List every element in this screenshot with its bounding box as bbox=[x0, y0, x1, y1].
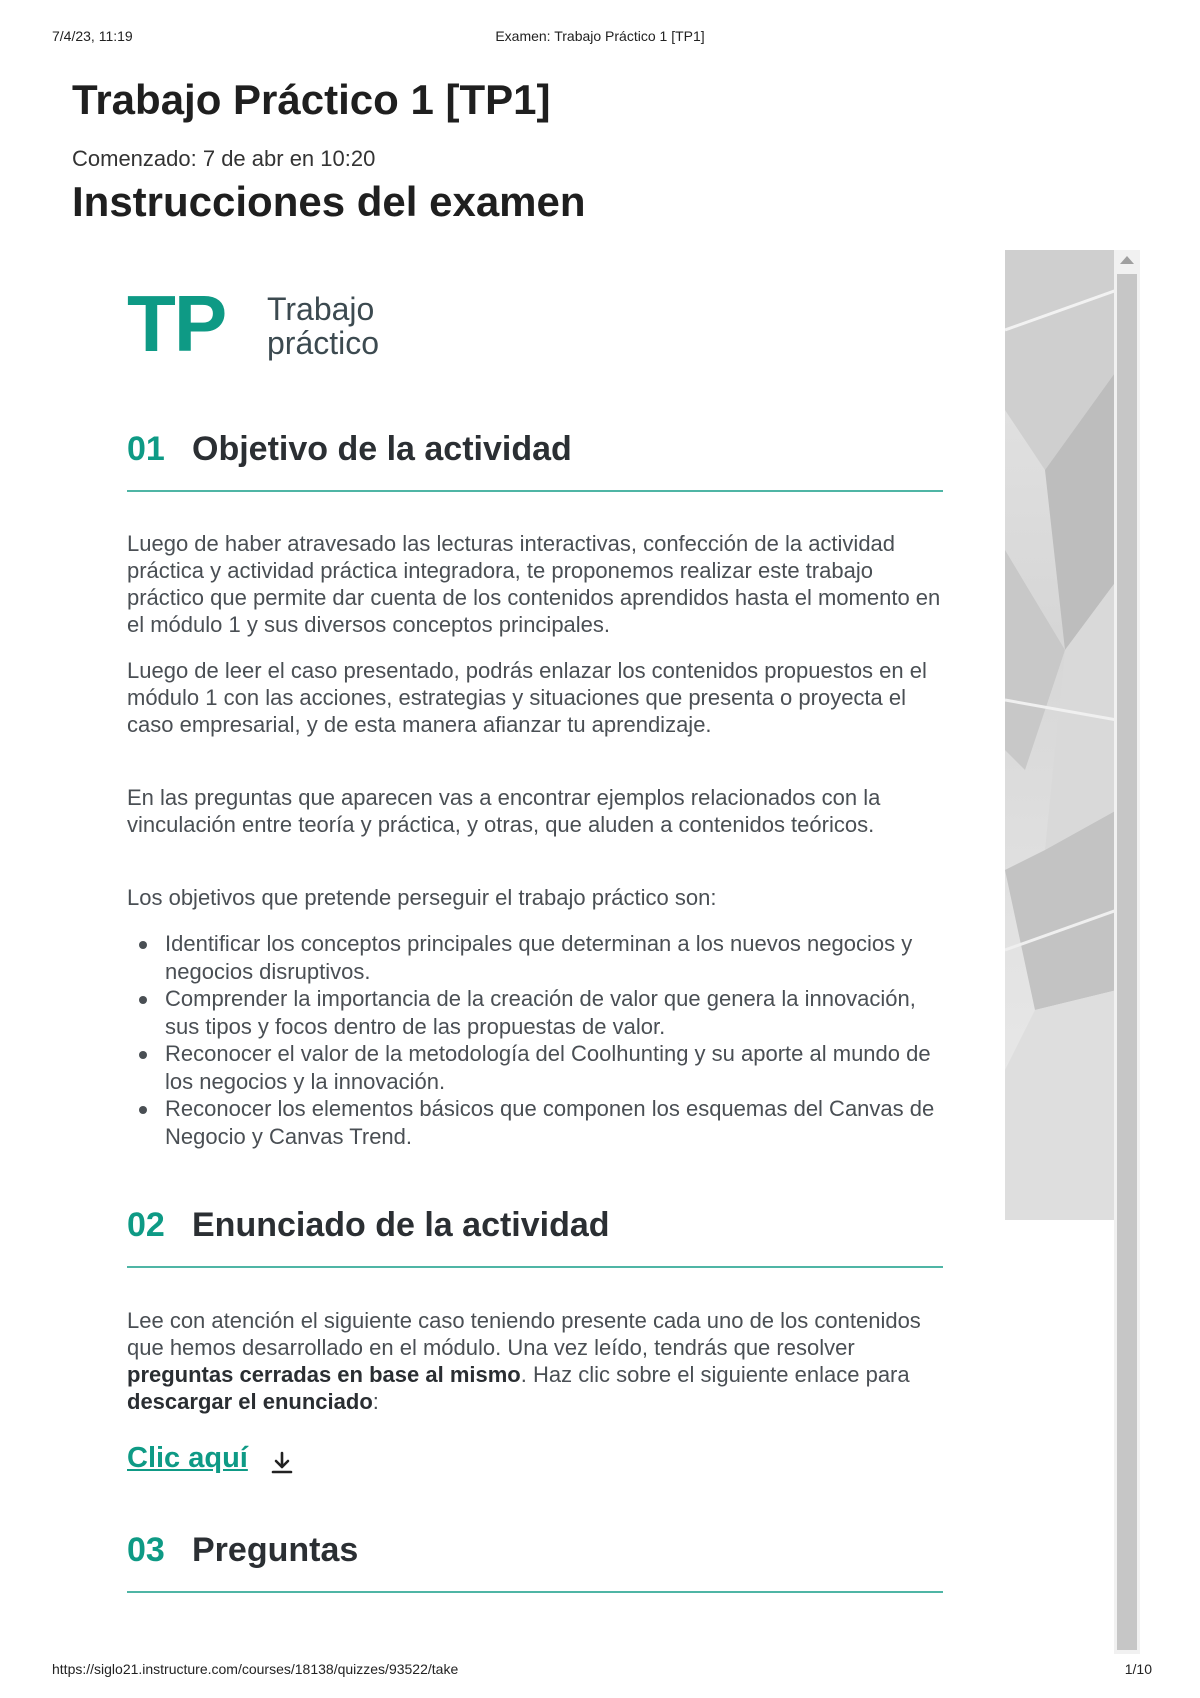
bold-text: descargar el enunciado bbox=[127, 1389, 373, 1414]
section-01-heading bbox=[127, 426, 943, 492]
scroll-up-icon[interactable] bbox=[1120, 256, 1134, 264]
text-part: Lee con atención el siguiente caso teniendo presente cada uno de los contenidos que hemos desarrollado en el módulo. Una vez leído, tendrás que resolver bbox=[127, 1308, 921, 1360]
text-part: : bbox=[372, 1389, 379, 1414]
print-page-number: 1/10 bbox=[1124, 1661, 1152, 1677]
section-02-heading bbox=[127, 1202, 943, 1268]
list-item: Reconocer los elementos básicos que componen los esquemas del Canvas de Negocio y Canvas Trend. bbox=[127, 1095, 947, 1150]
scrollbar[interactable] bbox=[1114, 250, 1140, 1654]
section-title: Preguntas bbox=[192, 1531, 359, 1569]
print-page-title: Examen: Trabajo Práctico 1 [TP1] bbox=[495, 28, 705, 44]
section-title: Enunciado de la actividad bbox=[192, 1206, 610, 1244]
print-url: https://siglo21.instructure.com/courses/18138/quizzes/93522/take bbox=[52, 1661, 459, 1677]
scroll-thumb[interactable] bbox=[1117, 274, 1137, 1650]
section-number: 03 bbox=[127, 1531, 165, 1569]
paragraph: Los objetivos que pretende perseguir el trabajo práctico son: bbox=[127, 885, 717, 910]
decorative-image bbox=[1005, 250, 1117, 1220]
tp-logo bbox=[127, 279, 427, 370]
section-number: 01 bbox=[127, 430, 165, 468]
paragraph: Luego de leer el caso presentado, podrás enlazar los contenidos propuestos en el módulo 1 con las acciones, estrategias y situaciones que presenta o proyecta el caso empresarial, y de esta manera afianzar tu aprendizaje. bbox=[127, 658, 927, 737]
list-item: Reconocer el valor de la metodología del Coolhunting y su aporte al mundo de los negocios y la innovación. bbox=[127, 1040, 947, 1095]
print-datetime: 7/4/23, 11:19 bbox=[52, 28, 133, 44]
logo-letters: TP bbox=[127, 279, 226, 368]
decorative-pattern bbox=[1005, 250, 1117, 1220]
list-item: Identificar los conceptos principales que determinan a los nuevos negocios y negocios disruptivos. bbox=[127, 930, 947, 985]
section-03-heading bbox=[127, 1527, 943, 1593]
text-part: . Haz clic sobre el siguiente enlace para bbox=[520, 1362, 910, 1387]
download-icon[interactable] bbox=[269, 1450, 295, 1476]
started-timestamp: Comenzado: 7 de abr en 10:20 bbox=[72, 146, 376, 171]
logo-word-line1: Trabajo bbox=[267, 291, 375, 327]
paragraph: Luego de haber atravesado las lecturas interactivas, confección de la actividad práctica y actividad práctica integradora, te proponemos realizar este trabajo práctico que permite dar cuenta de los contenidos aprendidos hasta el momento en el módulo 1 y sus diversos conceptos principales. bbox=[127, 531, 941, 637]
section-number: 02 bbox=[127, 1206, 165, 1244]
instructions-title: Instrucciones del examen bbox=[72, 178, 586, 225]
paragraph: En las preguntas que aparecen vas a encontrar ejemplos relacionados con la vinculación entre teoría y práctica, y otras, que aluden a contenidos teóricos. bbox=[127, 785, 881, 837]
section-title: Objetivo de la actividad bbox=[192, 430, 572, 468]
enunciado-paragraph bbox=[127, 1307, 947, 1415]
download-link[interactable]: Clic aquí bbox=[127, 1442, 248, 1474]
logo-word-line2: práctico bbox=[267, 325, 380, 361]
objectives-list bbox=[127, 930, 947, 1150]
quiz-title: Trabajo Práctico 1 [TP1] bbox=[72, 76, 551, 123]
bold-text: preguntas cerradas en base al mismo bbox=[127, 1362, 521, 1387]
list-item: Comprender la importancia de la creación de valor que genera la innovación, sus tipos y focos dentro de las propuestas de valor. bbox=[127, 985, 947, 1040]
